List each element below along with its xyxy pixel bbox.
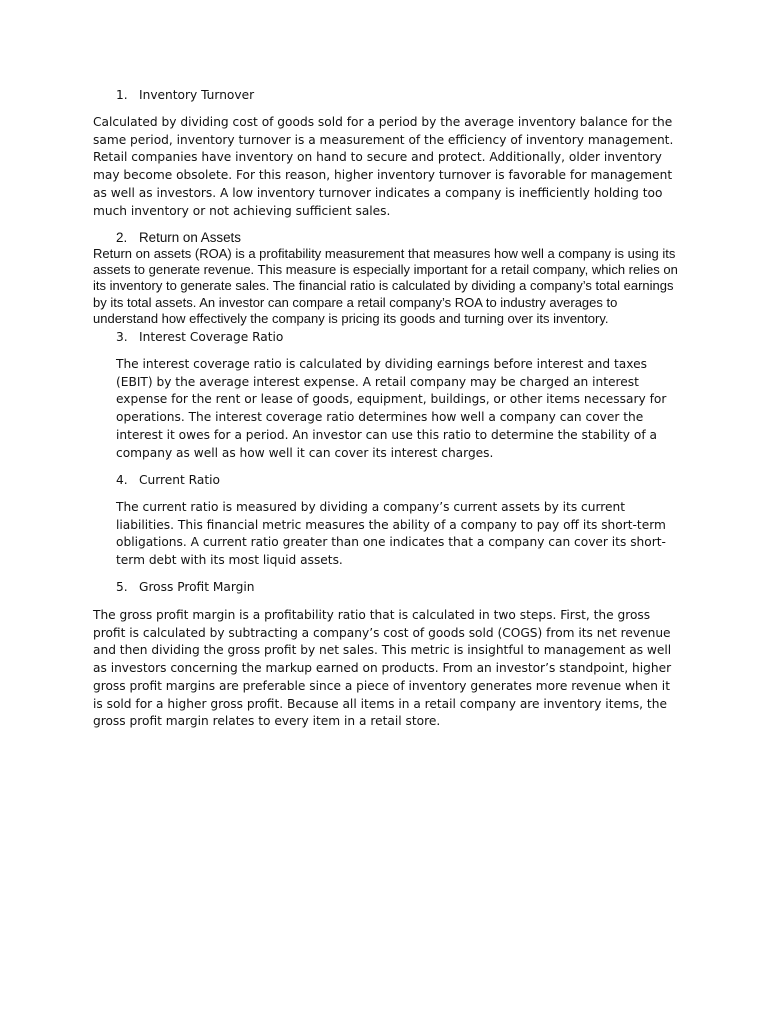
- section-heading-return-on-assets: [116, 229, 241, 246]
- section-title: Inventory Turnover: [139, 88, 255, 102]
- section-title: Return on Assets: [139, 230, 241, 245]
- paragraph-inventory-turnover: Calculated by dividing cost of goods sold for a period by the average inventory balance for the same period, inventory turnover is a measurement of the efficiency of inventory management. Retail companies have inventory on hand to secure and protect. Additionally, older inventory may become obsolete. For this reason, higher inventory turnover is favorable for management as well as investors. A low inventory turnover indicates a company is inefficiently holding too much inventory or not achieving sufficient sales.: [93, 115, 674, 218]
- section-title: Interest Coverage Ratio: [139, 330, 284, 344]
- section-number: 5.: [116, 580, 128, 594]
- section-heading-current-ratio: [116, 472, 220, 489]
- section-title: Gross Profit Margin: [139, 580, 255, 594]
- section-heading-gross-profit-margin: [116, 579, 255, 596]
- paragraph-interest-coverage-ratio: The interest coverage ratio is calculated by dividing earnings before interest and taxes (EBIT) by the average interest expense. A retail company may be charged an interest expense for the rent or lease of goods, equipment, buildings, or other items necessary for operations. The interest coverage ratio determines how well a company can cover the interest it owes for a period. An investor can use this ratio to determine the stability of a company as well as how well it can cover its interest charges.: [116, 357, 667, 460]
- paragraph-current-ratio: The current ratio is measured by dividing a company’s current assets by its current liabilities. This financial metric measures the ability of a company to pay off its short-term obligations. A current ratio greater than one indicates that a company can cover its short-term debt with its most liquid assets.: [116, 500, 666, 568]
- section-heading-inventory-turnover: [116, 87, 254, 104]
- paragraph-return-on-assets: Return on assets (ROA) is a profitability measurement that measures how well a company is using its assets to generate revenue. This measure is especially important for a retail company, which relies on its inventory to generate sales. The financial ratio is calculated by dividing a company’s total earnings by its total assets. An investor can compare a retail company’s ROA to industry averages to understand how effectively the company is pricing its goods and turning over its inventory.: [93, 246, 678, 326]
- section-number: 2.: [116, 230, 128, 245]
- paragraph-gross-profit-margin: The gross profit margin is a profitability ratio that is calculated in two steps. First, the gross profit is calculated by subtracting a company’s cost of goods sold (COGS) from its net revenue and then dividing the gross profit by net sales. This metric is insightful to management as well as investors concerning the markup earned on products. From an investor’s standpoint, higher gross profit margins are preferable since a piece of inventory generates more revenue when it is sold for a higher gross profit. Because all items in a retail company are inventory items, the gross profit margin relates to every item in a retail store.: [93, 608, 672, 729]
- section-heading-interest-coverage-ratio: [116, 329, 283, 346]
- section-title: Current Ratio: [139, 473, 220, 487]
- section-number: 1.: [116, 88, 128, 102]
- section-number: 3.: [116, 330, 128, 344]
- section-number: 4.: [116, 473, 128, 487]
